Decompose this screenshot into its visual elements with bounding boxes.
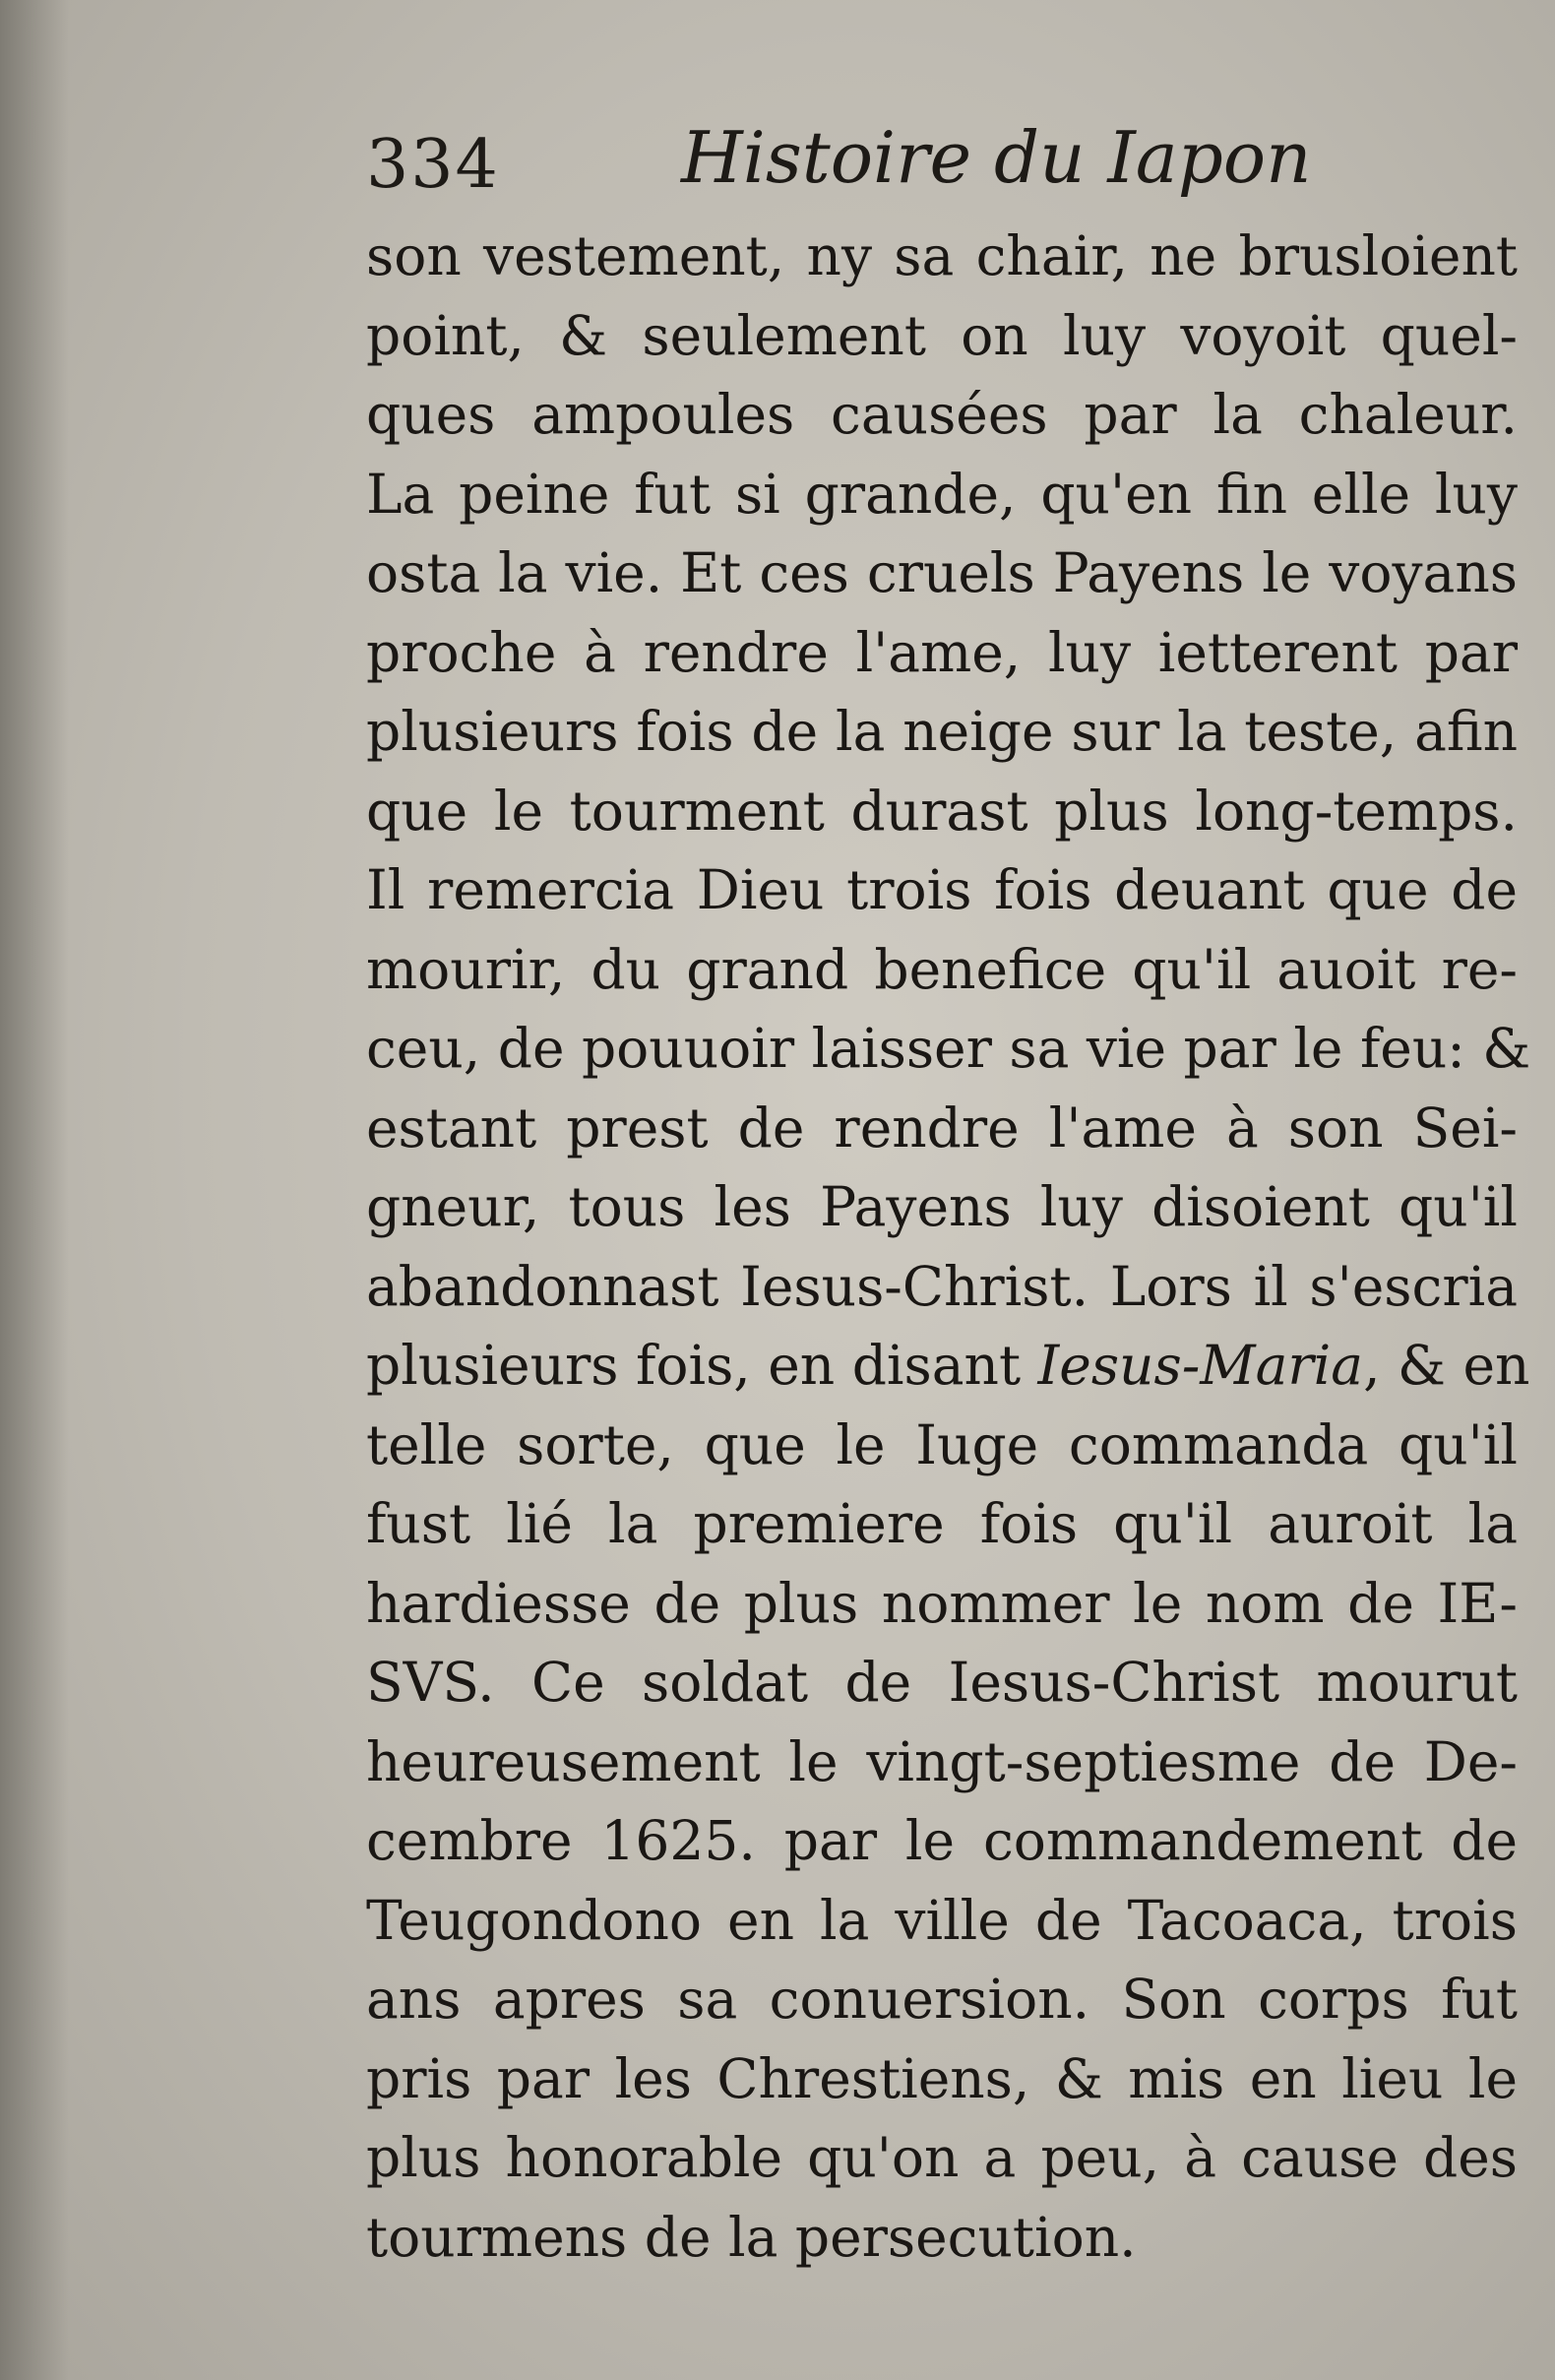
text-line: Teugondono en la ville de Tacoaca, trois bbox=[366, 1888, 1518, 1952]
text-line: pris par les Chrestiens, & mis en lieu le bbox=[366, 2046, 1518, 2110]
text-line: gneur, tous les Payens luy disoient qu'il bbox=[366, 1175, 1518, 1238]
body-text bbox=[366, 217, 1531, 2277]
text-line: cembre 1625. par le commandement de bbox=[366, 1809, 1518, 1872]
text-line: ceu, de pouuoir laisser sa vie par le feu: & bbox=[366, 1017, 1531, 1080]
text-line: plusieurs fois de la neige sur la teste, afin bbox=[366, 700, 1518, 763]
text-segment: , & en bbox=[1363, 1334, 1530, 1397]
text-segment: plusieurs fois, en disant bbox=[366, 1334, 1038, 1397]
text-line: telle sorte, que le Iuge commanda qu'il bbox=[366, 1412, 1518, 1476]
text-line: ans apres sa conuersion. Son corps fut bbox=[366, 1968, 1518, 2031]
text-line: plus honorable qu'on a peu, à cause des bbox=[366, 2126, 1518, 2189]
text-line: osta la vie. Et ces cruels Payens le voyans bbox=[366, 541, 1518, 604]
text-line: proche à rendre l'ame, luy ietterent par bbox=[366, 620, 1518, 684]
page-header bbox=[366, 116, 1527, 207]
page-gutter-shadow bbox=[0, 0, 69, 2380]
text-line: estant prest de rendre l'ame à son Sei- bbox=[366, 1096, 1518, 1159]
italic-phrase: Iesus-Maria bbox=[1037, 1334, 1364, 1397]
text-line: ques ampoules causées par la chaleur. bbox=[366, 383, 1518, 446]
text-line-last: tourmens de la persecution. bbox=[366, 2205, 1137, 2269]
text-line-with-italic bbox=[366, 1326, 1530, 1406]
running-title: Histoire du Iapon bbox=[681, 116, 1312, 199]
text-line: heureusement le vingt-septiesme de De- bbox=[366, 1729, 1518, 1793]
text-line: hardiesse de plus nommer le nom de IE- bbox=[366, 1571, 1518, 1635]
text-line: mourir, du grand benefice qu'il auoit re- bbox=[366, 937, 1518, 1001]
text-line: La peine fut si grande, qu'en fin elle luy bbox=[366, 462, 1518, 526]
text-line: que le tourment durast plus long-temps. bbox=[366, 779, 1518, 843]
text-line: point, & seulement on luy voyoit quel- bbox=[366, 303, 1518, 367]
text-line: son vestement, ny sa chair, ne brusloient bbox=[366, 224, 1518, 287]
text-line: abandonnast Iesus-Christ. Lors il s'escria bbox=[366, 1254, 1518, 1318]
text-line: SVS. Ce soldat de Iesus-Christ mourut bbox=[366, 1651, 1518, 1714]
page-number: 334 bbox=[366, 126, 500, 204]
text-line: Il remercia Dieu trois fois deuant que de bbox=[366, 858, 1518, 921]
text-line: fust lié la premiere fois qu'il auroit la bbox=[366, 1492, 1518, 1555]
